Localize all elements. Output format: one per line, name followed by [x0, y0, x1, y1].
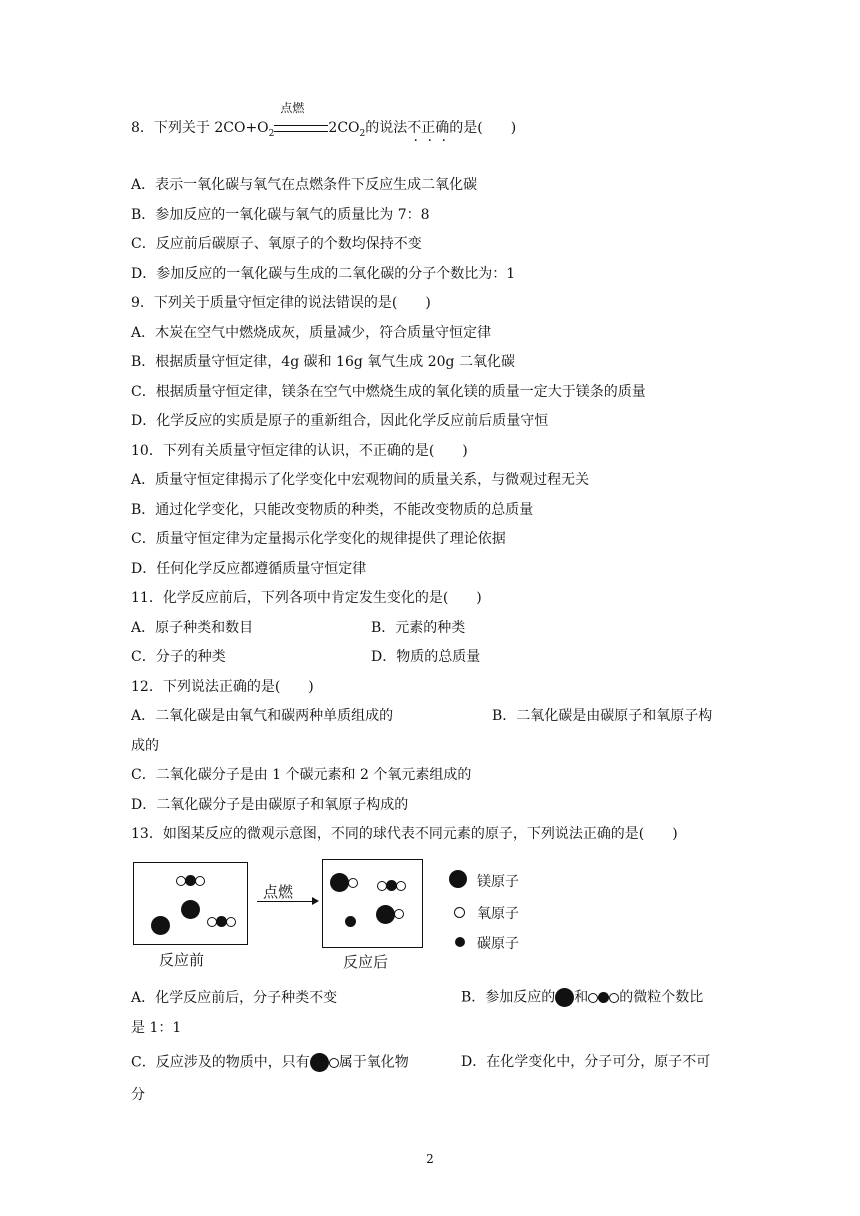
- carbon-atom: [345, 916, 356, 927]
- q12-option-a: A．二氧化碳是由氧气和碳两种单质组成的: [131, 708, 394, 724]
- q10-stem: 10．下列有关质量守恒定律的认识，不正确的是( ): [131, 443, 468, 459]
- q9-option-d: D．化学反应的实质是原子的重新组合，因此化学反应前后质量守恒: [131, 413, 549, 429]
- legend-carbon-label: 碳原子: [477, 936, 519, 952]
- q9-option-c: C．根据质量守恒定律，镁条在空气中燃烧生成的氧化镁的质量一定大于镁条的质量: [131, 384, 646, 400]
- q11-option-a: A．原子种类和数目: [131, 620, 254, 636]
- arrow-icon: [257, 901, 315, 902]
- emphasis-char: 正: [421, 120, 436, 136]
- emphasis-char: 不: [407, 120, 422, 136]
- q9-stem: 9．下列关于质量守恒定律的说法错误的是( ): [131, 295, 431, 311]
- reaction-condition: 点燃: [280, 101, 305, 115]
- oxygen-atom: [226, 917, 236, 927]
- q11-stem: 11．化学反应前后，下列各项中肯定发生变化的是( ): [131, 590, 482, 606]
- legend-oxygen-label: 氧原子: [477, 906, 519, 922]
- q9-option-a: A．木炭在空气中燃烧成灰，质量减少，符合质量守恒定律: [131, 325, 492, 341]
- oxygen-atom: [195, 876, 205, 886]
- q10-option-a: A．质量守恒定律揭示了化学变化中宏观物间的质量关系，与微观过程无关: [131, 472, 590, 488]
- magnesium-atom: [376, 905, 395, 924]
- magnesium-atom: [181, 900, 200, 919]
- reaction-diagram: [130, 855, 750, 975]
- magnesium-atom-icon: [310, 1053, 329, 1072]
- q13-option-a: A．化学反应前后，分子种类不变: [131, 990, 338, 1006]
- q12-option-b: B．二氧化碳是由碳原子和氧原子构: [492, 708, 713, 724]
- q13-stem: 13．如图某反应的微观示意图，不同的球代表不同元素的原子，下列说法正确的是( ): [131, 826, 678, 842]
- magnesium-atom-icon: [555, 988, 574, 1007]
- carbon-atom-icon: [598, 992, 609, 1003]
- oxygen-atom: [394, 909, 404, 919]
- q10-option-d: D．任何化学反应都遵循质量守恒定律: [131, 561, 367, 577]
- q11-option-b: B．元素的种类: [371, 620, 466, 636]
- legend-oxygen-icon: [454, 907, 465, 918]
- magnesium-atom: [151, 916, 170, 935]
- q13-option-d-cont: 分: [131, 1087, 145, 1103]
- q8-option-c: C．反应前后碳原子、氧原子的个数均保持不变: [131, 236, 422, 252]
- q13-option-d: D．在化学变化中，分子可分，原子不可: [461, 1054, 711, 1070]
- legend-carbon-icon: [455, 937, 465, 947]
- arrowhead-icon: [312, 897, 319, 905]
- q8-option-d: D．参加反应的一氧化碳与生成的二氧化碳的分子个数比为：1: [131, 266, 516, 282]
- q12-option-b-cont: 成的: [131, 738, 159, 754]
- q13-option-b-cont: 是 1：1: [131, 1020, 182, 1036]
- q10-option-c: C．质量守恒定律为定量揭示化学变化的规律提供了理论依据: [131, 531, 506, 547]
- after-caption: 反应后: [343, 953, 389, 971]
- magnesium-atom: [330, 873, 349, 892]
- page-number: 2: [426, 1152, 434, 1166]
- q9-option-b: B．根据质量守恒定律，4g 碳和 16g 氧气生成 20g 二氧化碳: [131, 354, 515, 370]
- reaction-arrow: [274, 101, 328, 137]
- q11-option-d: D．物质的总质量: [371, 649, 481, 665]
- legend-magnesium-icon: [449, 870, 467, 888]
- q10-option-b: B．通过化学变化，只能改变物质的种类，不能改变物质的总质量: [131, 502, 534, 518]
- after-box: [322, 859, 423, 948]
- before-caption: 反应前: [159, 951, 205, 969]
- q8-option-b: B．参加反应的一氧化碳与氧气的质量比为 7：8: [131, 207, 430, 223]
- arrow-label: 点燃: [263, 883, 294, 901]
- legend-magnesium-label: 镁原子: [477, 874, 519, 890]
- oxygen-atom: [348, 878, 358, 888]
- q13-option-b: B．参加反应的 和 的微粒个数比: [461, 989, 704, 1006]
- oxygen-atom-icon: [329, 1058, 339, 1068]
- q12-option-c: C．二氧化碳分子是由 1 个碳元素和 2 个氧元素组成的: [131, 767, 472, 783]
- oxygen-atom-icon: [609, 993, 619, 1003]
- emphasis-char: 确: [435, 120, 450, 136]
- q12-stem: 12．下列说法正确的是( ): [131, 679, 314, 695]
- oxygen-atom: [396, 881, 406, 891]
- q8-stem: 8．下列关于 $2CO+O_2$ 点燃 $2CO_2$的说法不正确的是( ): [131, 101, 517, 139]
- q11-option-c: C．分子的种类: [131, 649, 226, 665]
- q13-option-c: C．反应涉及的物质中，只有 属于氧化物: [131, 1054, 409, 1071]
- q12-option-d: D．二氧化碳分子是由碳原子和氧原子构成的: [131, 797, 409, 813]
- before-box: [133, 862, 248, 945]
- oxygen-atom-icon: [588, 993, 598, 1003]
- q8-option-a: A．表示一氧化碳与氧气在点燃条件下反应生成二氧化碳: [131, 177, 478, 193]
